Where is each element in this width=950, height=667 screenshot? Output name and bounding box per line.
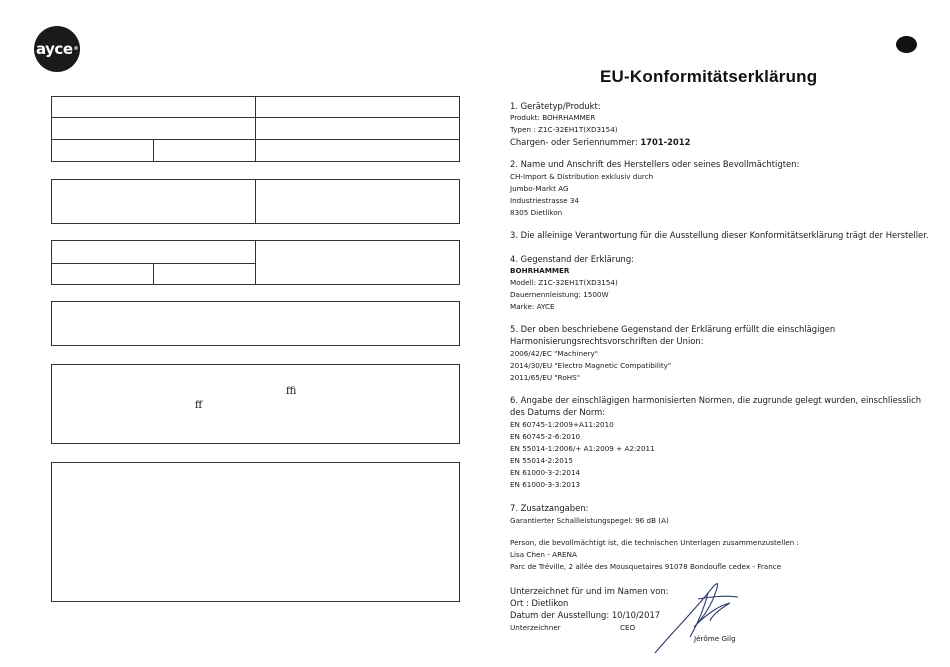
- corner-dot: [896, 36, 917, 53]
- subject-line: Modell: Z1C-32EH1T(XD3154): [510, 278, 618, 287]
- directive-line: 2014/30/EU "Electro Magnetic Compatibility": [510, 361, 672, 370]
- standard-line: EN 55014-2:2015: [510, 456, 573, 465]
- directive-line: 2006/42/EC "Machinery": [510, 349, 599, 358]
- person-line: Lisa Chen - ARENA: [510, 550, 577, 559]
- section-1-heading: 1. Gerätetyp/Produkt:: [510, 101, 601, 111]
- person-line: Parc de Tréville, 2 allée des Mousquetaires 91078 Bondoufle cedex - France: [510, 562, 782, 571]
- sound-level-line: Garantierter Schallleistungspegel: 96 dB (A): [510, 516, 669, 525]
- section-3-text: 3. Die alleinige Verantwortung für die Ausstellung dieser Konformitätserklärung trägt der Hersteller.: [510, 230, 929, 240]
- signer-name: Jérôme Gilg: [694, 634, 736, 643]
- form-divider: [255, 96, 256, 162]
- ligature-glyph: ﬃ: [286, 386, 297, 397]
- section-5-heading-cont: Harmonisierungsrechtsvorschriften der Union:: [510, 336, 704, 346]
- section-6-heading-cont: des Datums der Norm:: [510, 407, 606, 417]
- section-2-heading: 2. Name und Anschrift des Herstellers oder seines Bevollmächtigten:: [510, 159, 800, 169]
- batch-label: Chargen- oder Seriennummer:: [510, 137, 641, 147]
- section-5-heading: 5. Der oben beschriebene Gegenstand der Erklärung erfüllt die einschlägigen: [510, 324, 836, 334]
- section-7-heading: 7. Zusatzangaben:: [510, 503, 589, 513]
- form-divider: [255, 240, 256, 285]
- form-divider: [255, 179, 256, 224]
- batch-value: 1701-2012: [640, 137, 691, 147]
- subject-line: Marke: AYCE: [510, 302, 555, 311]
- directive-line: 2011/65/EU "RoHS": [510, 373, 581, 382]
- standard-line: EN 60745-2-6:2010: [510, 432, 581, 441]
- person-line: Person, die bevollmächtigt ist, die technischen Unterlagen zusammenzustellen :: [510, 538, 799, 547]
- signed-line: Unterzeichnet für und im Namen von:: [510, 586, 669, 596]
- batch-line: [510, 137, 690, 147]
- subject-line: Dauernennleistung: 1500W: [510, 290, 609, 299]
- subject-line: BOHRHAMMER: [510, 266, 570, 275]
- product-line: Produkt: BOHRHAMMER: [510, 113, 596, 122]
- type-line: Typen : Z1C-32EH1T(XD3154): [510, 125, 618, 134]
- form-box-5: [51, 364, 460, 444]
- standard-line: EN 55014-1:2006/+ A1:2009 + A2:2011: [510, 444, 655, 453]
- signer-role: CEO: [620, 623, 636, 632]
- form-divider: [153, 263, 154, 285]
- form-divider: [153, 139, 154, 162]
- ligature-glyph: ﬀ: [195, 400, 203, 411]
- section-6-heading: 6. Angabe der einschlägigen harmonisierten Normen, die zugrunde gelegt wurden, einschliesslich: [510, 395, 922, 405]
- address-line: 8305 Dietlikon: [510, 208, 563, 217]
- address-line: Industriestrasse 34: [510, 196, 579, 205]
- standard-line: EN 61000-3-3:2013: [510, 480, 581, 489]
- page-title: EU-Konformitätserklärung: [600, 67, 818, 86]
- address-line: CH-Import & Distribution exklusiv durch: [510, 172, 654, 181]
- signed-line: Datum der Ausstellung: 10/10/2017: [510, 610, 661, 620]
- form-box-4: [51, 301, 460, 346]
- ayce-logo: ayce ®: [34, 26, 80, 72]
- address-line: Jumbo-Markt AG: [510, 184, 569, 193]
- signed-line: Ort : Dietlikon: [510, 598, 569, 608]
- standard-line: EN 61000-3-2:2014: [510, 468, 581, 477]
- form-box-6: [51, 462, 460, 602]
- handwritten-signature: [650, 575, 745, 660]
- signer-label: Unterzeichner: [510, 623, 561, 632]
- standard-line: EN 60745-1:2009+A11:2010: [510, 420, 614, 429]
- section-4-heading: 4. Gegenstand der Erklärung:: [510, 254, 634, 264]
